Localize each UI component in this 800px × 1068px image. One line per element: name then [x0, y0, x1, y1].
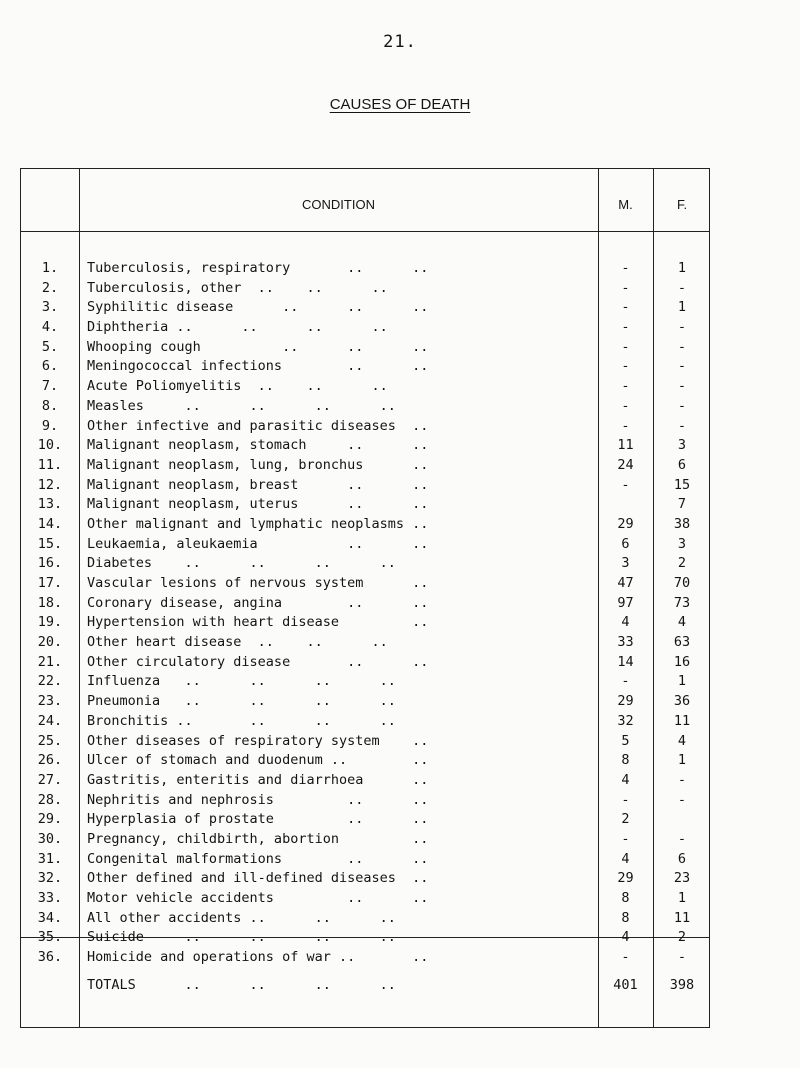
male-count: - [621, 319, 630, 336]
table-row [21, 634, 711, 654]
female-count: 15 [673, 476, 691, 493]
male-count: 5 [621, 732, 630, 749]
female-count: - [677, 949, 687, 966]
condition-cell: Influenza .. .. .. .. [87, 673, 396, 690]
condition-cell: Bronchitis .. .. .. .. [87, 712, 396, 729]
female-count: 16 [673, 653, 691, 670]
female-count: - [677, 279, 687, 296]
table-row [21, 575, 711, 595]
female-count: 63 [673, 634, 691, 651]
table-row [21, 358, 711, 378]
condition-cell: Meningococcal infections .. .. [87, 358, 429, 375]
female-count: 73 [673, 594, 691, 611]
table-row [21, 378, 711, 398]
row-number: 34. [37, 909, 63, 926]
table-row [21, 319, 711, 339]
female-count: 4 [677, 614, 687, 631]
row-number: 7. [41, 378, 59, 395]
male-count: - [621, 260, 630, 276]
table-row [21, 418, 711, 438]
condition-cell: Ulcer of stomach and duodenum .. .. [87, 752, 429, 769]
row-number: 25. [37, 732, 63, 749]
male-count: 6 [621, 535, 630, 552]
male-count: 33 [617, 634, 634, 651]
condition-cell: Whooping cough .. .. .. [87, 338, 429, 355]
female-count: 23 [673, 870, 691, 887]
header-condition: CONDITION [302, 197, 375, 212]
row-number: 16. [37, 555, 63, 572]
header-divider [21, 231, 709, 232]
female-count: - [677, 338, 687, 355]
condition-cell: Other defined and ill-defined diseases .. [87, 870, 429, 887]
condition-cell: Nephritis and nephrosis .. .. [87, 791, 429, 808]
male-count: 8 [621, 752, 630, 769]
condition-cell: Malignant neoplasm, lung, bronchus .. [87, 456, 429, 473]
male-count: - [621, 476, 630, 493]
table-row [21, 752, 711, 772]
female-count: - [677, 378, 687, 395]
female-count: 11 [673, 909, 691, 926]
male-count: - [621, 378, 630, 395]
female-count: - [677, 358, 687, 375]
table-row [21, 457, 711, 477]
condition-cell: Tuberculosis, respiratory .. .. [87, 260, 429, 276]
row-number: 1. [41, 260, 59, 276]
female-count: 36 [673, 693, 691, 710]
condition-cell: Hyperplasia of prostate .. .. [87, 811, 429, 828]
male-count: 4 [621, 614, 630, 631]
condition-cell: Suicide .. .. .. .. [87, 929, 396, 946]
condition-cell: Diphtheria .. .. .. .. [87, 319, 388, 336]
male-count: 32 [617, 712, 634, 729]
male-count: - [621, 949, 630, 966]
header-female: F. [676, 197, 688, 212]
row-number: 33. [37, 890, 63, 906]
row-number: 15. [37, 535, 63, 552]
table-row [21, 477, 711, 497]
female-count: - [677, 830, 687, 847]
condition-cell: Homicide and operations of war .. .. [87, 949, 429, 966]
female-count: - [677, 417, 687, 434]
causes-of-death-table [20, 168, 710, 1028]
female-count: 1 [677, 299, 687, 316]
condition-cell: Syphilitic disease .. .. .. [87, 299, 429, 316]
row-number: 5. [41, 338, 59, 355]
table-row [21, 614, 711, 634]
condition-cell: Other infective and parasitic diseases .. [87, 417, 429, 434]
totals-row [21, 937, 711, 1029]
table-body [21, 260, 711, 969]
row-number: 32. [37, 870, 63, 887]
row-number: 6. [41, 358, 59, 375]
male-count: 11 [617, 437, 634, 454]
table-row [21, 851, 711, 871]
row-number: 23. [37, 693, 63, 710]
condition-cell: Pneumonia .. .. .. .. [87, 693, 396, 710]
male-count: 97 [617, 594, 634, 611]
male-count: 4 [621, 771, 630, 788]
female-count: 3 [677, 535, 687, 552]
condition-cell: Malignant neoplasm, uterus .. .. [87, 496, 429, 513]
male-count: - [621, 358, 630, 375]
table-row [21, 555, 711, 575]
row-number: 10. [37, 437, 63, 454]
female-count: - [677, 319, 687, 336]
female-count: 6 [677, 850, 687, 867]
condition-cell: Coronary disease, angina .. .. [87, 594, 429, 611]
condition-cell: Other circulatory disease .. .. [87, 653, 429, 670]
row-number: 24. [37, 712, 63, 729]
totals-male: 401 [613, 977, 638, 993]
table-row [21, 339, 711, 359]
totals-label: TOTALS .. .. .. .. [87, 977, 396, 993]
condition-cell: Diabetes .. .. .. .. [87, 555, 396, 572]
row-number: 13. [37, 496, 63, 513]
row-number: 18. [37, 594, 63, 611]
row-number: 9. [41, 417, 59, 434]
row-number: 20. [37, 634, 63, 651]
row-number: 26. [37, 752, 63, 769]
female-count: 6 [677, 456, 687, 473]
condition-cell: Other diseases of respiratory system .. [87, 732, 429, 749]
male-count: 47 [617, 575, 634, 591]
row-number: 17. [37, 575, 63, 591]
table-row [21, 516, 711, 536]
row-number: 29. [37, 811, 63, 828]
female-count: 11 [673, 712, 691, 729]
male-count: 8 [621, 909, 630, 926]
table-row [21, 870, 711, 890]
row-number: 35. [37, 929, 63, 946]
female-count: 3 [677, 437, 687, 454]
condition-cell: Congenital malformations .. .. [87, 850, 429, 867]
row-number: 27. [37, 771, 63, 788]
table-row [21, 811, 711, 831]
condition-cell: Gastritis, enteritis and diarrhoea .. [87, 771, 429, 788]
condition-cell: Tuberculosis, other .. .. .. [87, 279, 388, 296]
row-number: 22. [37, 673, 63, 690]
table-row [21, 398, 711, 418]
page-number: 21. [383, 32, 417, 52]
condition-cell: All other accidents .. .. .. [87, 909, 396, 926]
male-count: - [621, 397, 630, 414]
male-count: - [621, 830, 630, 847]
male-count: - [621, 299, 630, 316]
male-count: 4 [621, 929, 630, 946]
female-count: - [677, 771, 687, 788]
row-number: 12. [37, 476, 63, 493]
row-number: 31. [37, 850, 63, 867]
row-number: 21. [37, 653, 63, 670]
table-row [21, 831, 711, 851]
row-number: 36. [37, 949, 63, 966]
condition-cell: Leukaemia, aleukaemia .. .. [87, 535, 429, 552]
male-count: 2 [621, 811, 630, 828]
male-count: 14 [617, 653, 634, 670]
female-count: 4 [677, 732, 687, 749]
male-count: - [621, 338, 630, 355]
table-row [21, 733, 711, 753]
table-row [21, 673, 711, 693]
row-number: 8. [41, 397, 59, 414]
male-count: 24 [617, 456, 634, 473]
male-count: 29 [617, 870, 634, 887]
condition-cell: Hypertension with heart disease .. [87, 614, 429, 631]
female-count: 1 [677, 260, 687, 276]
male-count: - [621, 417, 630, 434]
row-number: 4. [41, 319, 59, 336]
female-count: - [677, 397, 687, 414]
female-count: 38 [673, 515, 691, 532]
table-row [21, 496, 711, 516]
male-count: 4 [621, 850, 630, 867]
header-male: M. [618, 197, 633, 212]
female-count: 70 [673, 575, 691, 591]
table-row [21, 654, 711, 674]
condition-cell: Motor vehicle accidents .. .. [87, 890, 429, 906]
totals-female: 398 [669, 977, 695, 993]
female-count: 2 [677, 929, 687, 946]
table-row [21, 437, 711, 457]
table-row [21, 595, 711, 615]
table-row [21, 536, 711, 556]
condition-cell: Vascular lesions of nervous system .. [87, 575, 429, 591]
row-number: 19. [37, 614, 63, 631]
table-row [21, 713, 711, 733]
row-number: 11. [37, 456, 63, 473]
page-title [0, 96, 800, 113]
row-number: 14. [37, 515, 63, 532]
male-count: 3 [621, 555, 630, 572]
male-count: 29 [617, 693, 634, 710]
female-count: 7 [677, 496, 687, 513]
male-count: - [621, 673, 630, 690]
female-count: - [677, 791, 687, 808]
condition-cell: Malignant neoplasm, stomach .. .. [87, 437, 429, 454]
male-count: - [621, 791, 630, 808]
table-row [21, 280, 711, 300]
row-number: 2. [41, 279, 59, 296]
table-row [21, 299, 711, 319]
condition-cell: Malignant neoplasm, breast .. .. [87, 476, 429, 493]
female-count: 1 [677, 890, 687, 906]
male-count: 8 [621, 890, 630, 906]
female-count: 2 [677, 555, 687, 572]
female-count: 1 [677, 752, 687, 769]
row-number: 30. [37, 830, 63, 847]
table-row [21, 260, 711, 280]
female-count: 1 [677, 673, 687, 690]
table-row [21, 890, 711, 910]
male-count: 29 [617, 515, 634, 532]
table-row [21, 792, 711, 812]
condition-cell: Acute Poliomyelitis .. .. .. [87, 378, 388, 395]
row-number: 28. [37, 791, 63, 808]
table-row [21, 910, 711, 930]
condition-cell: Other heart disease .. .. .. [87, 634, 388, 651]
table-row [21, 693, 711, 713]
condition-cell: Measles .. .. .. .. [87, 397, 396, 414]
condition-cell: Other malignant and lymphatic neoplasms .. [87, 515, 429, 532]
condition-cell: Pregnancy, childbirth, abortion .. [87, 830, 429, 847]
page-title-text: CAUSES OF DEATH [329, 96, 471, 113]
table-row [21, 772, 711, 792]
male-count: - [621, 279, 630, 296]
row-number: 3. [41, 299, 59, 316]
